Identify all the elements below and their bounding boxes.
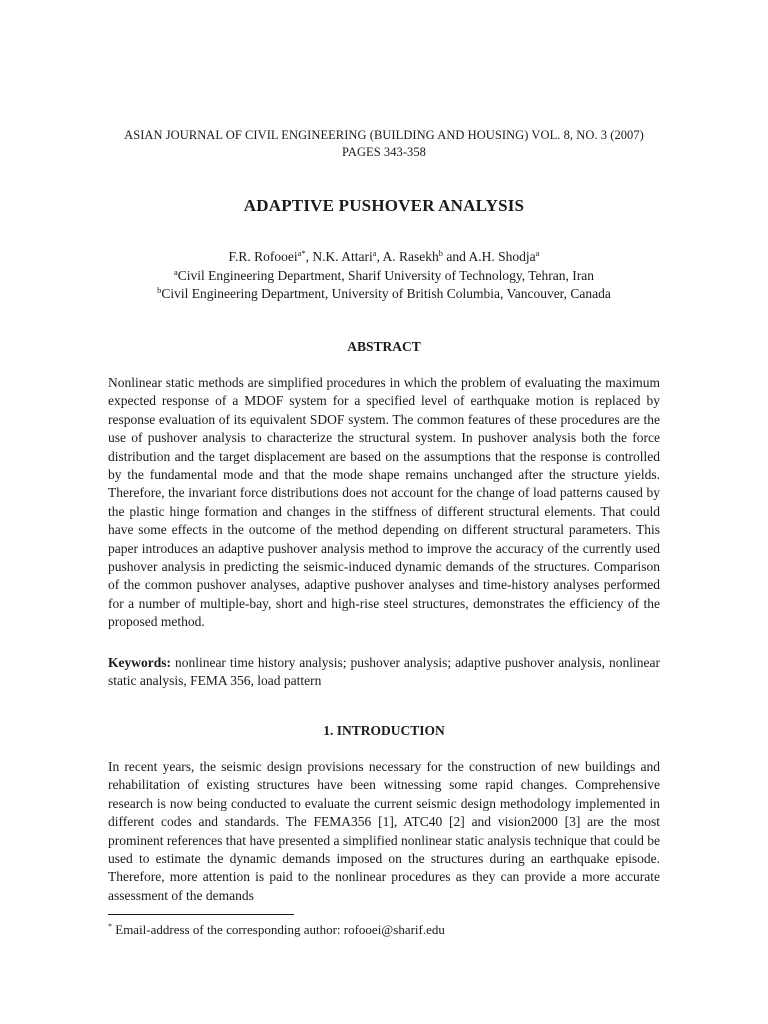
paper-title: ADAPTIVE PUSHOVER ANALYSIS xyxy=(243,196,525,215)
affiliation-text: Civil Engineering Department, Sharif University of Technology, Tehran, Iran xyxy=(177,267,595,283)
introduction-body: In recent years, the seismic design provisions necessary for the construction of new buildings and rehabilitation of existing structures have been witnessing some rapid changes. Comprehensive research is now being conducted to evaluate the current seismic design methodology implemented in different codes and standards. The FEMA356 [1], ATC40 [2] and vision2000 [3] are the most prominent references that have presented a simplified nonlinear static analysis technique that could be used to estimate the dynamic demands imposed on the structures during an earthquake episode. Therefore, more attention is paid to the nonlinear procedures as they can provide a more accurate assessment of the demands xyxy=(108,759,660,903)
keywords-text: nonlinear time history analysis; pushover analysis; adaptive pushover analysis, nonlinear static analysis, FEMA 356, load pattern xyxy=(108,655,660,689)
keywords-paragraph xyxy=(108,654,660,691)
author-sup: b xyxy=(438,248,444,258)
author-name: F.R. Rofooei xyxy=(228,249,298,264)
author-sep: , xyxy=(305,249,313,264)
journal-header xyxy=(0,127,768,161)
journal-line-1: ASIAN JOURNAL OF CIVIL ENGINEERING (BUILDING AND HOUSING) VOL. 8, NO. 3 (2007) xyxy=(124,128,644,142)
author-name: N.K. Attari xyxy=(312,249,373,264)
abstract-heading: ABSTRACT xyxy=(347,339,421,354)
author-sep: , xyxy=(376,249,383,264)
footnote xyxy=(108,921,445,938)
affiliation-text: Civil Engineering Department, University of British Columbia, Vancouver, Canada xyxy=(161,286,611,301)
author-list xyxy=(0,248,768,267)
author-name: A.H. Shodja xyxy=(468,249,536,264)
footnote-divider xyxy=(108,914,294,915)
affiliation-b xyxy=(0,285,768,304)
abstract-body: Nonlinear static methods are simplified procedures in which the problem of evaluating the maximum expected response of a MDOF system for a specified level of earthquake motion is replaced by response evaluation of its equivalent SDOF system. The common features of these procedures are the use of pushover analysis to characterize the structural system. In pushover analysis both the force distribution and the target displacement are based on the assumptions that the response is controlled by the fundamental mode and that the mode shape remains unchanged after the structure yields. Therefore, the invariant force distributions does not account for the change of load patterns caused by the plastic hinge formation and changes in the stiffness of different structural elements. That could have some effects in the outcome of the method depending on different structural parameters. This paper introduces an adaptive pushover analysis method to improve the accuracy of the currently used pushover analysis in predicting the seismic-induced dynamic demands of the structures. Comparison of the common pushover analyses, adaptive pushover analyses and time-history analyses performed for a number of multiple-bay, short and high-rise steel structures, demonstrates the efficiency of the proposed method. xyxy=(108,375,660,630)
affiliation-mark: b xyxy=(157,285,162,295)
affiliation-mark: a xyxy=(173,266,178,277)
author-sup: a xyxy=(535,248,540,258)
keywords-label: Keywords: xyxy=(108,655,171,670)
footnote-mark: * xyxy=(108,922,112,931)
author-name: A. Rasekh xyxy=(382,249,439,264)
author-sup: a* xyxy=(297,248,306,258)
author-block xyxy=(0,248,768,304)
footnote-text: Email-address of the corresponding author: rofooei@sharif.edu xyxy=(112,922,445,937)
affiliation-a xyxy=(0,267,768,286)
introduction-heading: 1. INTRODUCTION xyxy=(323,723,445,738)
author-sep: and xyxy=(443,249,469,264)
author-sup: a xyxy=(372,248,377,258)
journal-line-2: PAGES 343-358 xyxy=(342,145,426,159)
